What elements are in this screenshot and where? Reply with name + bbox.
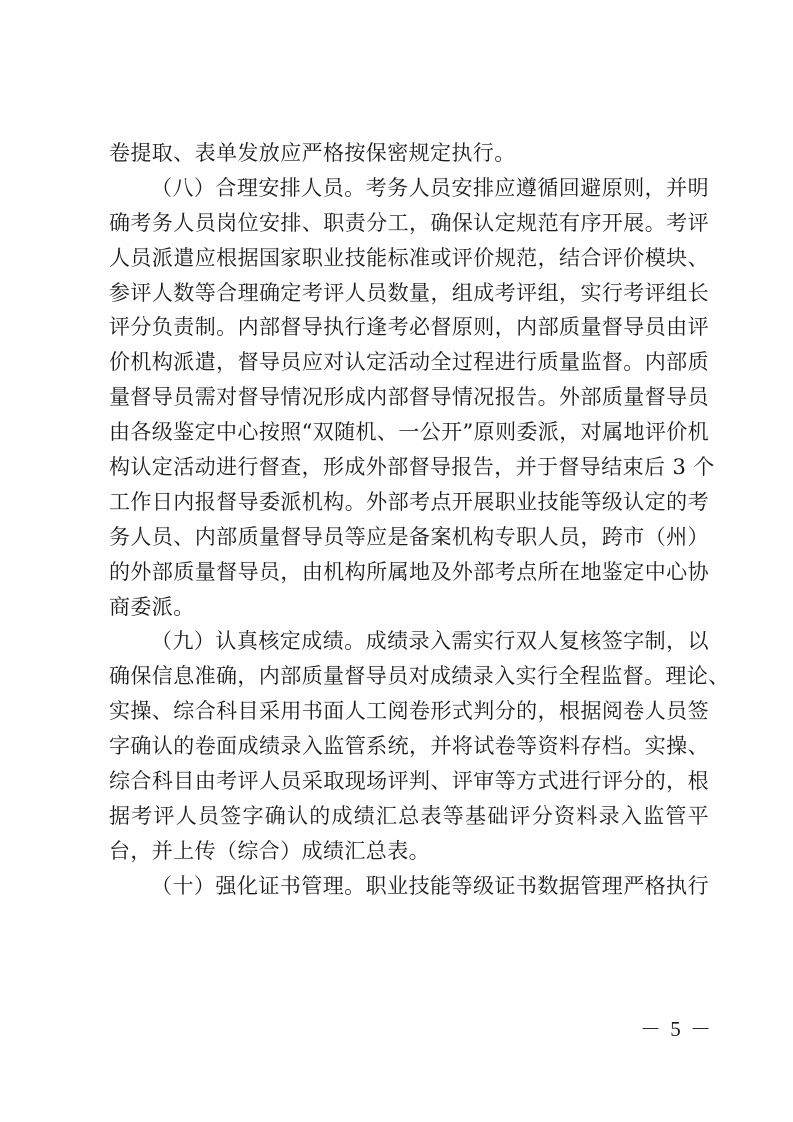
text-line: 卷提取、表单发放应严格按保密规定执行。 <box>109 141 516 165</box>
text-line: 务人员、内部质量督导员等应是备案机构专职人员，跨市（州） <box>109 524 709 549</box>
text-line: 评分负责制。内部督导执行逢考必督原则，内部质量督导员由评 <box>109 315 709 340</box>
text-line: 综合科目由考评人员采取现场评判、评审等方式进行评分的，根 <box>109 769 709 794</box>
text-line: （八）合理安排人员。考务人员安排应遵循回避原则，并明 <box>151 175 709 200</box>
text-line: 台，并上传（综合）成绩汇总表。 <box>109 838 430 863</box>
text-line: 工作日内报督导委派机构。外部考点开展职业技能等级认定的考 <box>109 489 709 514</box>
text-line: 确考务人员岗位安排、职责分工，确保认定规范有序开展。考评 <box>109 210 709 235</box>
text-line: （九）认真核定成绩。成绩录入需实行双人复核签字制，以 <box>151 629 709 654</box>
body-text <box>109 136 730 904</box>
text-line: 确保信息准确，内部质量督导员对成绩录入实行全程监督。理论、 <box>109 664 730 689</box>
text-line: 量督导员需对督导情况形成内部督导情况报告。外部质量督导员 <box>109 385 709 410</box>
text-line: 据考评人员签字确认的成绩汇总表等基础评分资料录入监管平 <box>109 803 709 828</box>
text-line: 的外部质量督导员，由机构所属地及外部考点所在地鉴定中心协 <box>109 559 709 584</box>
text-line: 人员派遣应根据国家职业技能标准或评价规范，结合评价模块、 <box>109 245 709 270</box>
text-line: 实操、综合科目采用书面人工阅卷形式判分的，根据阅卷人员签 <box>109 699 709 724</box>
page-number: － 5 － <box>640 1017 713 1041</box>
text-line: 商委派。 <box>109 594 195 619</box>
text-line: 由各级鉴定中心按照“双随机、一公开”原则委派，对属地评价机 <box>109 420 710 445</box>
text-line: 参评人数等合理确定考评人员数量，组成考评组，实行考评组长 <box>109 280 709 305</box>
text-line: 构认定活动进行督查，形成外部督导报告，并于督导结束后 3 个 <box>109 455 715 480</box>
text-line: （十）强化证书管理。职业技能等级证书数据管理严格执行 <box>151 873 709 898</box>
text-line: 字确认的卷面成绩录入监管系统，并将试卷等资料存档。实操、 <box>109 734 709 759</box>
text-line: 价机构派遣，督导员应对认定活动全过程进行质量监督。内部质 <box>109 350 709 375</box>
